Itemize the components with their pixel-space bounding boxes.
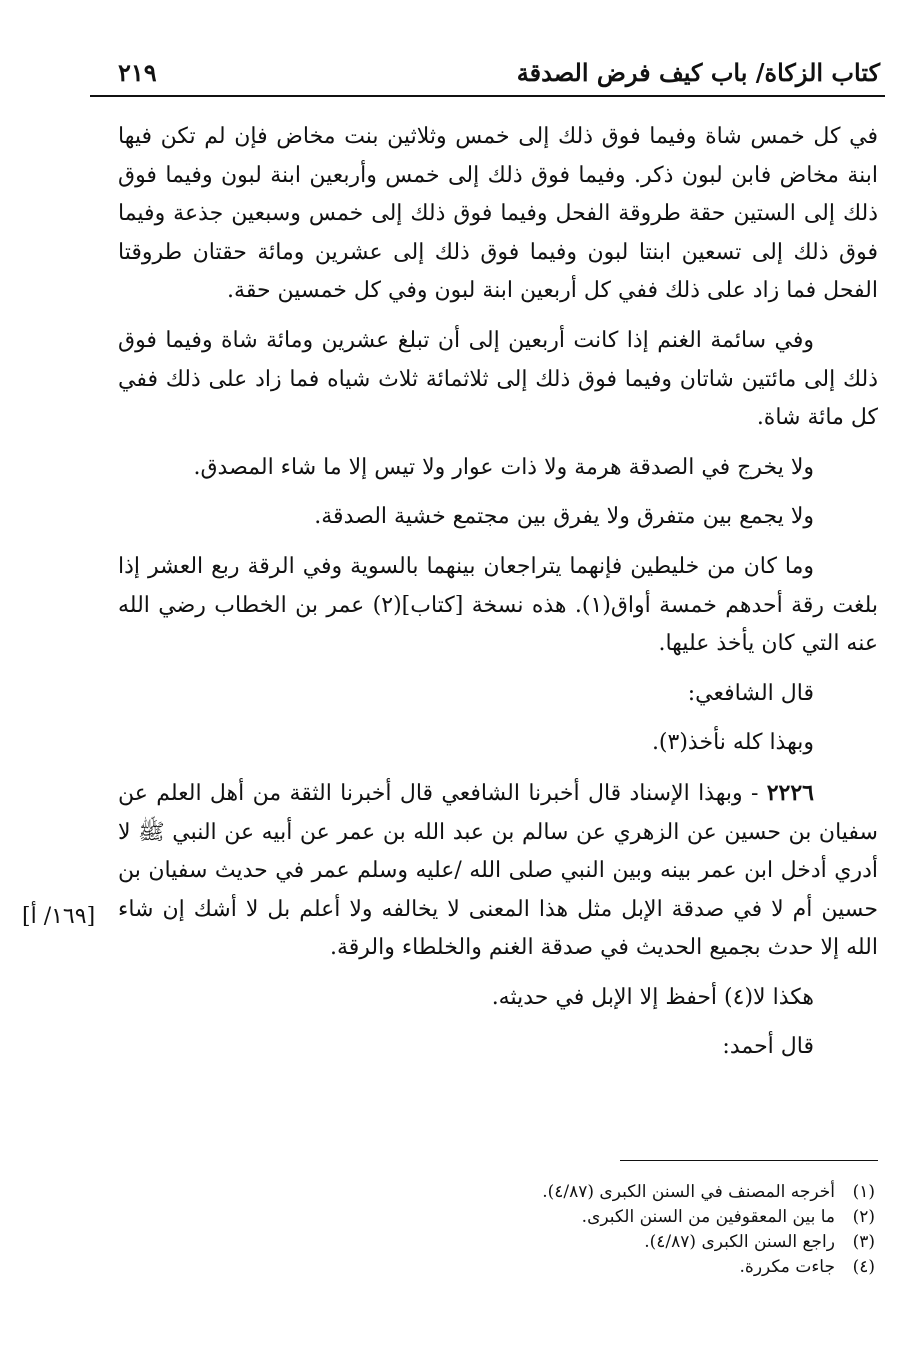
footnotes xyxy=(118,1180,875,1280)
manuscript-folio-note: [١٦٩/ أ] xyxy=(22,904,96,929)
footnote-text: جاءت مكررة. xyxy=(739,1257,835,1277)
footnote-text: ما بين المعقوفين من السنن الكبرى. xyxy=(581,1207,835,1227)
footnote xyxy=(118,1180,875,1205)
page-number: ٢١٩ xyxy=(118,57,157,87)
body-text xyxy=(118,118,878,1078)
paragraph-thus: هكذا لا(٤) أحفظ إلا الإبل في حديثه. xyxy=(491,984,814,1010)
header-rule xyxy=(90,95,885,97)
page-header xyxy=(118,52,880,92)
paragraph-no-old-animals: ولا يخرج في الصدقة هرمة ولا ذات عوار ولا تيس إلا ما شاء المصدق. xyxy=(193,454,814,480)
footnote-number: (١) xyxy=(852,1182,875,1202)
paragraph-shafii-said: قال الشافعي: xyxy=(687,680,814,706)
footnote xyxy=(118,1205,875,1230)
paragraph-ahmad-said: قال أحمد: xyxy=(722,1034,814,1060)
footnote xyxy=(118,1255,875,1280)
paragraph-sheep-zakat: وفي سائمة الغنم إذا كانت أربعين إلى أن تبلغ عشرين ومائة شاة وفيما فوق ذلك إلى مائتين شاتان وفيما فوق ذلك إلى ثلاثمائة ثلاث شياه فما زاد على ذلك ففي كل مائة شاة. xyxy=(118,327,878,431)
paragraph-no-combining: ولا يجمع بين متفرق ولا يفرق بين مجتمع خشية الصدقة. xyxy=(314,504,814,530)
running-title: كتاب الزكاة/ باب كيف فرض الصدقة xyxy=(516,57,880,87)
paragraph-we-take: وبهذا كله نأخذ(٣). xyxy=(651,730,814,756)
paragraph-partners: وما كان من خليطين فإنهما يتراجعان بينهما بالسوية وفي الرقة ربع العشر إذا بلغت رقة أحدهم خمسة أواق(١). هذه نسخة [كتاب](٢) عمر بن الخطاب رضي الله عنه التي كان يأخذ عليها. xyxy=(118,553,878,657)
footnote-number: (٢) xyxy=(852,1207,875,1227)
footnote-number: (٣) xyxy=(852,1232,875,1252)
hadith-number: ٢٢٢٦ xyxy=(766,779,814,806)
footnote-rule xyxy=(620,1160,878,1161)
hadith-text: - وبهذا الإسناد قال أخبرنا الشافعي قال أخبرنا الثقة من أهل العلم عن سفيان بن حسين عن الزهري عن سالم بن عبد الله بن عمر عن أبيه عن النبي ﷺ لا أدري أدخل ابن عمر بينه وبين النبي صلى الله /عليه وسلم عمر في حديث سفيان بن حسين أم لا في صدقة الإبل مثل هذا المعنى لا يخالفه ولا أعلم بل لا أشك إن شاء الله إلا حدث بجميع الحديث في صدقة الغنم والخلطاء والرقة. xyxy=(118,780,878,961)
footnote-number: (٤) xyxy=(852,1257,875,1277)
footnote xyxy=(118,1230,875,1255)
footnote-text: أخرجه المصنف في السنن الكبرى (٤/٨٧). xyxy=(542,1182,835,1202)
hadith-paragraph xyxy=(118,774,878,968)
footnote-text: راجع السنن الكبرى (٤/٨٧). xyxy=(644,1232,835,1252)
paragraph-camel-zakat: في كل خمس شاة وفيما فوق ذلك إلى خمس وثلاثين بنت مخاض فإن لم تكن فيها ابنة مخاض فابن لبون ذكر. وفيما فوق ذلك إلى خمس وأربعين ابنة لبون وفيما فوق ذلك إلى الستين حقة طروقة الفحل وفيما فوق ذلك إلى خمس وسبعين جذعة وفيما فوق ذلك إلى تسعين ابنتا لبون وفيما فوق ذلك إلى عشرين ومائة حقتان طروقتا الفحل فما زاد على ذلك ففي كل أربعين ابنة لبون وفي كل خمسين حقة. xyxy=(118,124,878,304)
